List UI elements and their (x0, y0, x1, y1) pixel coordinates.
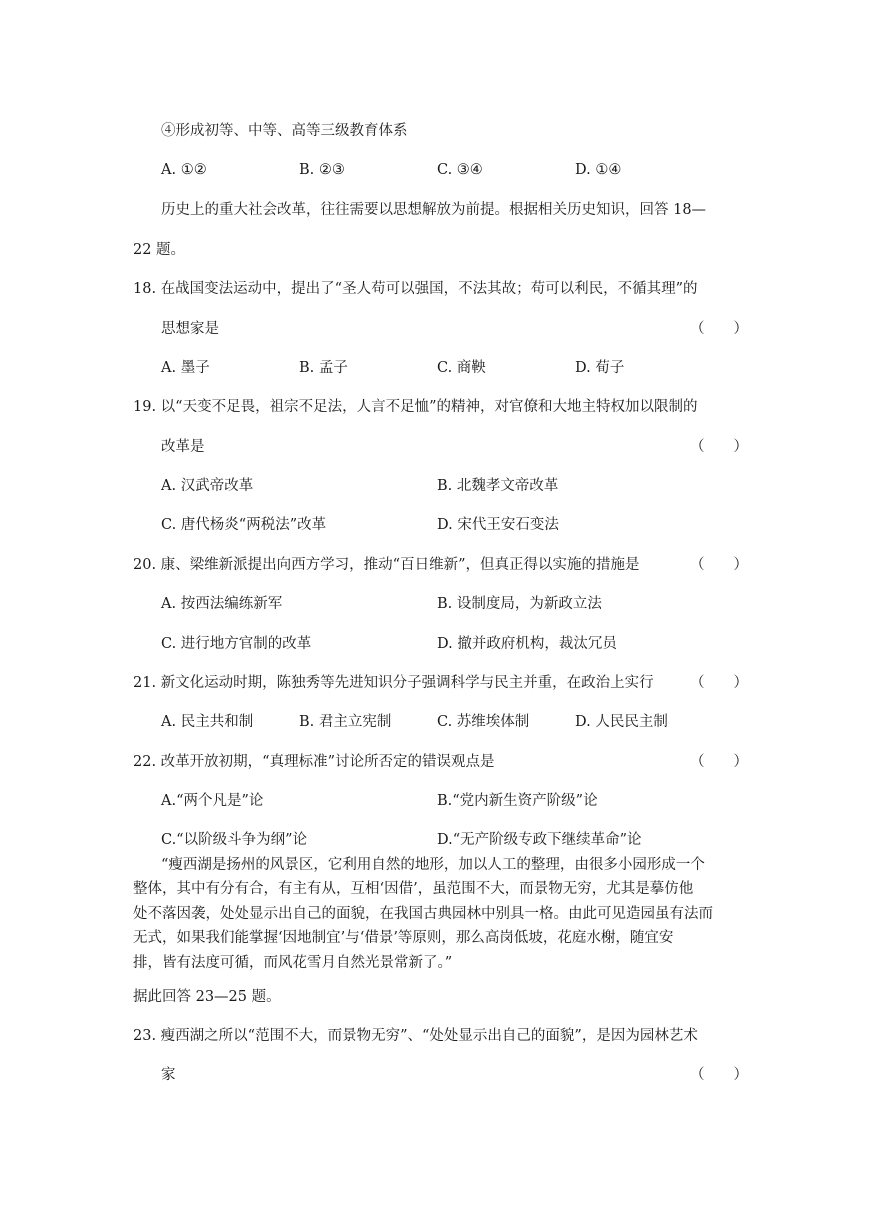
q17-option-c: C. ③④ (437, 162, 483, 178)
question-18-stem: 18. 在战国变法运动中，提出了“圣人苟可以强国，不法其故；苟可以利民，不循其理”的 (133, 281, 698, 297)
q21-option-a: A. 民主共和制 (161, 714, 254, 730)
q18-option-d: D. 荀子 (575, 360, 625, 376)
q18-option-a: A. 墨子 (161, 360, 210, 376)
q17-option-d: D. ①④ (575, 162, 622, 178)
q20-option-b: B. 设制度局，为新政立法 (437, 596, 602, 612)
q18-option-c: C. 商鞅 (437, 360, 486, 376)
q21-option-c: C. 苏维埃体制 (437, 714, 530, 730)
passage-line-3: 处不落因袭，处处显示出自己的面貌，在我国古典园林中别具一格。由此可见造园虽有法而 (133, 906, 713, 922)
q19-option-b: B. 北魏孝文帝改革 (437, 478, 559, 494)
section-intro-18-22: 历史上的重大社会改革，往往需要以思想解放为前提。根据相关历史知识，回答 18— (161, 202, 707, 218)
passage-line-5: 排，皆有法度可循，而风花雪月自然光景常新了。” (133, 955, 453, 971)
answer-blank-18: （ ） (690, 321, 748, 337)
q22-option-a: A.“两个凡是”论 (161, 793, 264, 809)
section-intro-23-25: 据此回答 23—25 题。 (133, 989, 281, 1005)
q19-option-c: C. 唐代杨炎“两税法”改革 (161, 517, 327, 533)
q18-option-b: B. 孟子 (299, 360, 348, 376)
q21-option-b: B. 君主立宪制 (299, 714, 392, 730)
q22-option-c: C.“以阶级斗争为纲”论 (161, 832, 308, 848)
question-18-stem-cont: 思想家是 (161, 321, 219, 337)
answer-blank-22: （ ） (690, 754, 748, 770)
q17-option-a: A. ①② (161, 162, 207, 178)
q19-option-a: A. 汉武帝改革 (161, 478, 254, 494)
option-line-4: ④形成初等、中等、高等三级教育体系 (161, 123, 408, 139)
q20-option-c: C. 进行地方官制的改革 (161, 636, 312, 652)
answer-blank-20: （ ） (690, 557, 748, 573)
q20-option-a: A. 按西法编练新军 (161, 596, 283, 612)
q22-option-b: B.“党内新生资产阶级”论 (437, 793, 598, 809)
q22-option-d: D.“无产阶级专政下继续革命”论 (437, 832, 642, 848)
question-20-stem: 20. 康、梁维新派提出向西方学习，推动“百日维新”，但真正得以实施的措施是 (133, 557, 640, 573)
answer-blank-21: （ ） (690, 675, 748, 691)
question-22-stem: 22. 改革开放初期，“真理标准”讨论所否定的错误观点是 (133, 754, 495, 770)
passage-line-1: “瘦西湖是扬州的风景区，它利用自然的地形，加以人工的整理，由很多小园形成一个 (161, 857, 705, 873)
q21-option-d: D. 人民民主制 (575, 714, 668, 730)
q19-option-d: D. 宋代王安石变法 (437, 517, 559, 533)
question-19-stem: 19. 以“天变不足畏，祖宗不足法，人言不足恤”的精神，对官僚和大地主特权加以限制的 (133, 399, 698, 415)
question-23-stem: 23. 瘦西湖之所以“范围不大，而景物无穷”、“处处显示出自己的面貌”，是因为园林艺术 (133, 1028, 698, 1044)
passage-line-4: 无式，如果我们能掌握‘因地制宜’与‘借景’等原则，那么高岗低坡，花庭水榭，随宜安 (133, 930, 674, 946)
answer-blank-19: （ ） (690, 439, 748, 455)
question-23-stem-cont: 家 (161, 1067, 176, 1083)
section-intro-18-22-cont: 22 题。 (133, 242, 186, 258)
passage-line-2: 整体，其中有分有合，有主有从，互相‘因借’，虽范围不大，而景物无穷，尤其是摹仿他 (133, 881, 694, 897)
question-19-stem-cont: 改革是 (161, 439, 205, 455)
q17-option-b: B. ②③ (299, 162, 345, 178)
q20-option-d: D. 撤并政府机构，裁汰冗员 (437, 636, 617, 652)
question-21-stem: 21. 新文化运动时期，陈独秀等先进知识分子强调科学与民主并重，在政治上实行 (133, 675, 654, 691)
answer-blank-23: （ ） (690, 1067, 748, 1083)
